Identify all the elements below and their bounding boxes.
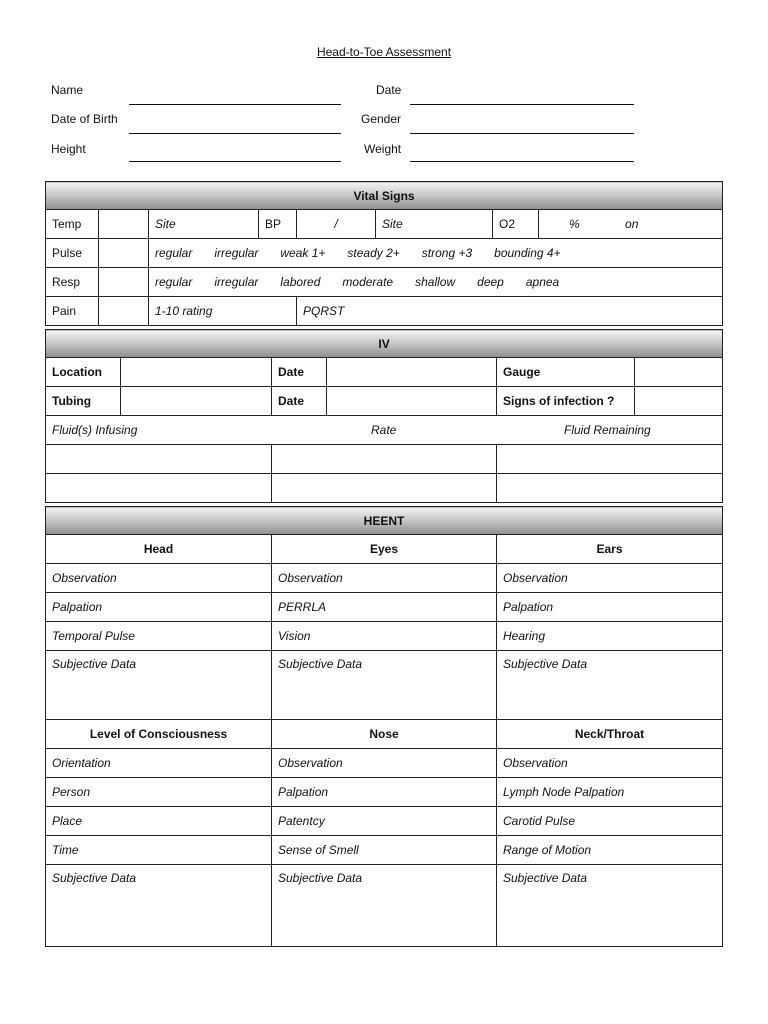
loc-orientation[interactable]: Orientation <box>46 749 272 778</box>
heent-header: HEENT <box>46 507 723 535</box>
iv-tubing-date-label: Date <box>272 387 327 416</box>
iv-remaining-label: Fluid Remaining <box>564 423 651 437</box>
iv-location-input[interactable] <box>121 358 272 387</box>
resp-label: Resp <box>46 268 99 297</box>
iv-date-input[interactable] <box>327 358 497 387</box>
bp-label: BP <box>259 210 297 239</box>
vital-signs-header: Vital Signs <box>46 182 723 210</box>
name-field[interactable] <box>129 104 341 105</box>
eyes-column-header: Eyes <box>272 535 497 564</box>
iv-fluids-label: Fluid(s) Infusing <box>52 423 138 437</box>
height-field[interactable] <box>129 161 341 162</box>
name-label: Name <box>51 83 84 97</box>
ears-subjective-data[interactable]: Subjective Data <box>497 651 723 720</box>
pain-rating[interactable]: 1-10 rating <box>149 297 297 326</box>
pulse-option[interactable]: weak 1+ <box>280 246 326 260</box>
vital-signs-section <box>45 181 722 326</box>
bp-input[interactable]: / <box>297 210 376 239</box>
iv-rate-input[interactable] <box>272 445 497 474</box>
resp-option[interactable]: regular <box>155 275 193 289</box>
bp-site-label[interactable]: Site <box>376 210 493 239</box>
neck-column-header: Neck/Throat <box>497 720 723 749</box>
nose-observation[interactable]: Observation <box>272 749 497 778</box>
iv-location-label: Location <box>46 358 121 387</box>
height-label: Height <box>51 142 86 156</box>
neck-lymph-node[interactable]: Lymph Node Palpation <box>497 778 723 807</box>
neck-subjective-data[interactable]: Subjective Data <box>497 865 723 947</box>
loc-person[interactable]: Person <box>46 778 272 807</box>
eyes-observation[interactable]: Observation <box>272 564 497 593</box>
temp-input[interactable] <box>99 210 149 239</box>
iv-infection-input[interactable] <box>635 387 723 416</box>
form-title: Head-to-Toe Assessment <box>316 45 452 59</box>
weight-field[interactable] <box>410 161 634 162</box>
pulse-option[interactable]: bounding 4+ <box>494 246 561 260</box>
dob-field[interactable] <box>129 133 341 134</box>
iv-tubing-input[interactable] <box>121 387 272 416</box>
iv-fluid-header-row <box>46 416 723 445</box>
ears-hearing[interactable]: Hearing <box>497 622 723 651</box>
iv-header: IV <box>46 330 723 358</box>
o2-label: O2 <box>493 210 539 239</box>
loc-time[interactable]: Time <box>46 836 272 865</box>
loc-place[interactable]: Place <box>46 807 272 836</box>
o2-percent: % <box>569 217 580 231</box>
iv-infection-label: Signs of infection ? <box>497 387 635 416</box>
head-temporal-pulse[interactable]: Temporal Pulse <box>46 622 272 651</box>
iv-tubing-date-input[interactable] <box>327 387 497 416</box>
iv-remaining-input[interactable] <box>497 445 723 474</box>
nose-smell[interactable]: Sense of Smell <box>272 836 497 865</box>
pain-input[interactable] <box>99 297 149 326</box>
pain-label: Pain <box>46 297 99 326</box>
iv-remaining-input[interactable] <box>497 474 723 503</box>
date-field[interactable] <box>410 104 634 105</box>
resp-option[interactable]: moderate <box>342 275 394 289</box>
resp-option[interactable]: irregular <box>214 275 259 289</box>
resp-option[interactable]: deep <box>477 275 504 289</box>
loc-column-header: Level of Consciousness <box>46 720 272 749</box>
iv-rate-label: Rate <box>371 423 397 437</box>
heent-section <box>45 506 722 947</box>
iv-gauge-input[interactable] <box>635 358 723 387</box>
o2-on: on <box>625 217 639 231</box>
loc-subjective-data[interactable]: Subjective Data <box>46 865 272 947</box>
pulse-options <box>149 239 723 268</box>
iv-fluid-input[interactable] <box>46 474 272 503</box>
eyes-subjective-data[interactable]: Subjective Data <box>272 651 497 720</box>
nose-subjective-data[interactable]: Subjective Data <box>272 865 497 947</box>
head-subjective-data[interactable]: Subjective Data <box>46 651 272 720</box>
resp-option[interactable]: labored <box>280 275 321 289</box>
neck-carotid-pulse[interactable]: Carotid Pulse <box>497 807 723 836</box>
pulse-input[interactable] <box>99 239 149 268</box>
pulse-label: Pulse <box>46 239 99 268</box>
gender-field[interactable] <box>410 133 634 134</box>
eyes-perrla[interactable]: PERRLA <box>272 593 497 622</box>
temp-site-label[interactable]: Site <box>149 210 259 239</box>
resp-options <box>149 268 723 297</box>
head-palpation[interactable]: Palpation <box>46 593 272 622</box>
pulse-option[interactable]: steady 2+ <box>347 246 400 260</box>
head-column-header: Head <box>46 535 272 564</box>
ears-palpation[interactable]: Palpation <box>497 593 723 622</box>
pulse-option[interactable]: irregular <box>214 246 259 260</box>
o2-input[interactable] <box>539 210 723 239</box>
iv-section <box>45 329 722 503</box>
pulse-option[interactable]: regular <box>155 246 193 260</box>
weight-label: Weight <box>364 142 402 156</box>
iv-fluid-input[interactable] <box>46 445 272 474</box>
iv-tubing-label: Tubing <box>46 387 121 416</box>
nose-palpation[interactable]: Palpation <box>272 778 497 807</box>
eyes-vision[interactable]: Vision <box>272 622 497 651</box>
iv-gauge-label: Gauge <box>497 358 635 387</box>
nose-column-header: Nose <box>272 720 497 749</box>
gender-label: Gender <box>361 112 402 126</box>
nose-patentcy[interactable]: Patentcy <box>272 807 497 836</box>
head-observation[interactable]: Observation <box>46 564 272 593</box>
ears-column-header: Ears <box>497 535 723 564</box>
pqrst[interactable]: PQRST <box>297 297 723 326</box>
dob-label: Date of Birth <box>51 112 118 126</box>
resp-option[interactable]: apnea <box>525 275 560 289</box>
date-label: Date <box>376 83 402 97</box>
resp-input[interactable] <box>99 268 149 297</box>
pulse-option[interactable]: strong +3 <box>421 246 473 260</box>
temp-label: Temp <box>46 210 99 239</box>
neck-observation[interactable]: Observation <box>497 749 723 778</box>
iv-date-label: Date <box>272 358 327 387</box>
neck-range-of-motion[interactable]: Range of Motion <box>497 836 723 865</box>
iv-rate-input[interactable] <box>272 474 497 503</box>
resp-option[interactable]: shallow <box>415 275 456 289</box>
ears-observation[interactable]: Observation <box>497 564 723 593</box>
